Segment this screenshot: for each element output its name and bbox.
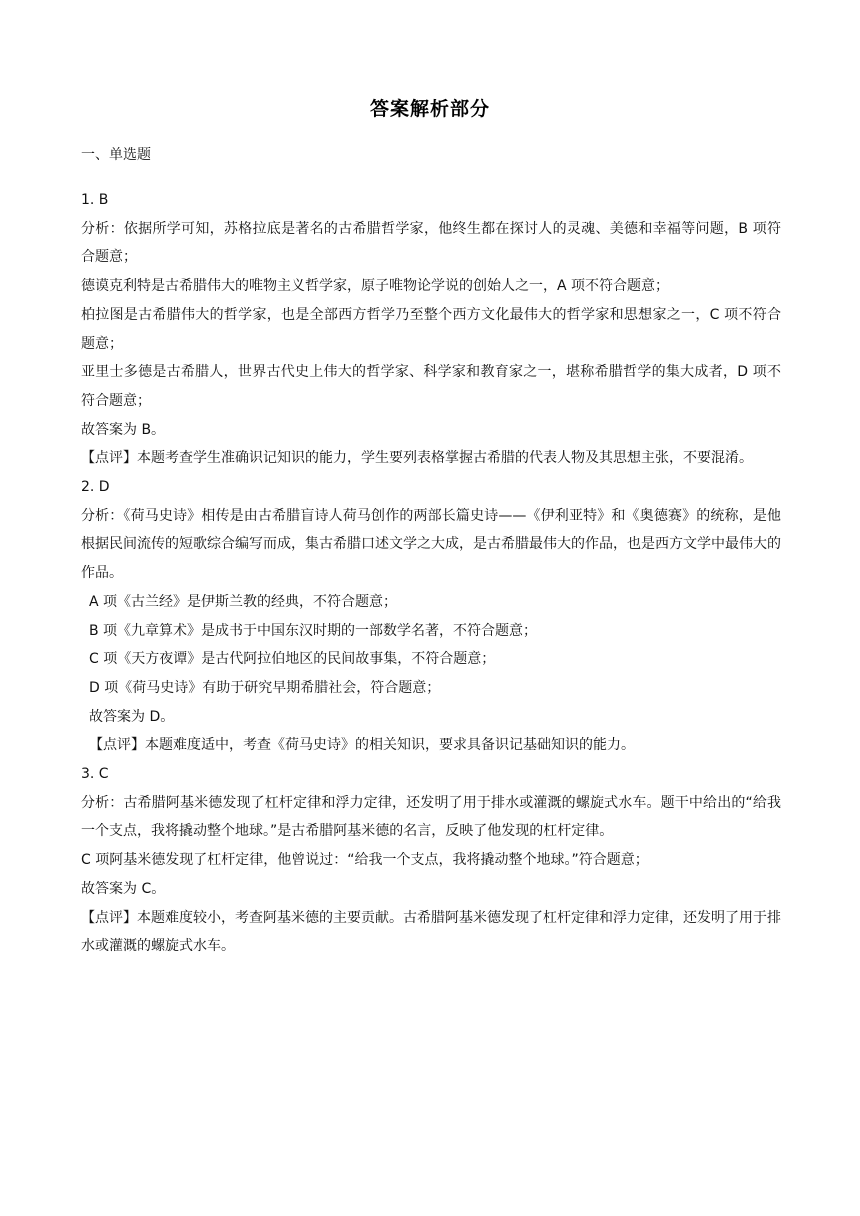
q2-option-b: B 项《九章算术》是成书于中国东汉时期的一部数学名著，不符合题意； bbox=[89, 622, 538, 639]
q2-comment: 【点评】本题难度适中，考查《荷马史诗》的相关知识，要求具备识记基础知识的能力。 bbox=[89, 737, 635, 754]
page-title: 答案解析部分 bbox=[369, 98, 490, 120]
q2-answer: 2. D bbox=[81, 479, 110, 496]
q2-conclusion: 故答案为 D。 bbox=[89, 708, 175, 725]
q2-option-c: C 项《天方夜谭》是古代阿拉伯地区的民间故事集，不符合题意； bbox=[89, 651, 496, 668]
q1-comment: 【点评】本题考查学生准确识记知识的能力，学生要列表格掌握古希腊的代表人物及其思想主张，不要混淆。 bbox=[81, 450, 753, 467]
q3-answer: 3. C bbox=[81, 766, 109, 783]
q1-option-a: 德谟克利特是古希腊伟大的唯物主义哲学家，原子唯物论学说的创始人之一，A 项不符合题意； bbox=[81, 278, 670, 295]
q3-option-c: C 项阿基米德发现了杠杆定律，他曾说过：“给我一个支点，我将撬动整个地球。”符合题意； bbox=[81, 852, 649, 869]
q1-answer: 1. B bbox=[81, 192, 109, 208]
q3-conclusion: 故答案为 C。 bbox=[81, 880, 166, 897]
q3-analysis: 分析：古希腊阿基米德发现了杠杆定律和浮力定律，还发明了用于排水或灌溉的螺旋式水车。题干中给出的“给我一个支点，我将撬动整个地球。”是古希腊阿基米德的名言，反映了他发现的杠杆定律。 bbox=[81, 794, 781, 840]
answer-content bbox=[81, 186, 781, 961]
q2-analysis: 分析：《荷马史诗》相传是由古希腊盲诗人荷马创作的两部长篇史诗——《伊利亚特》和《奥德赛》的统称，是他根据民间流传的短歌综合编写而成，集古希腊口述文学之大成，是古希腊最伟大的作品，也是西方文学中最伟大的作品。 bbox=[81, 507, 781, 582]
q1-conclusion: 故答案为 B。 bbox=[81, 421, 166, 438]
q2-option-a: A 项《古兰经》是伊斯兰教的经典，不符合题意； bbox=[89, 593, 398, 610]
q3-comment: 【点评】本题难度较小，考查阿基米德的主要贡献。古希腊阿基米德发现了杠杆定律和浮力定律，还发明了用于排水或灌溉的螺旋式水车。 bbox=[81, 909, 781, 955]
q1-analysis: 分析：依据所学可知，苏格拉底是著名的古希腊哲学家，他终生都在探讨人的灵魂、美德和幸福等问题，B 项符合题意； bbox=[81, 220, 781, 266]
q1-option-d: 亚里士多德是古希腊人，世界古代史上伟大的哲学家、科学家和教育家之一，堪称希腊哲学的集大成者，D 项不符合题意； bbox=[81, 364, 781, 409]
q2-option-d: D 项《荷马史诗》有助于研究早期希腊社会，符合题意； bbox=[89, 679, 441, 696]
section-heading: 一、单选题 bbox=[81, 147, 151, 163]
q1-option-c: 柏拉图是古希腊伟大的哲学家，也是全部西方哲学乃至整个西方文化最伟大的哲学家和思想家之一，C 项不符合题意； bbox=[81, 306, 781, 352]
